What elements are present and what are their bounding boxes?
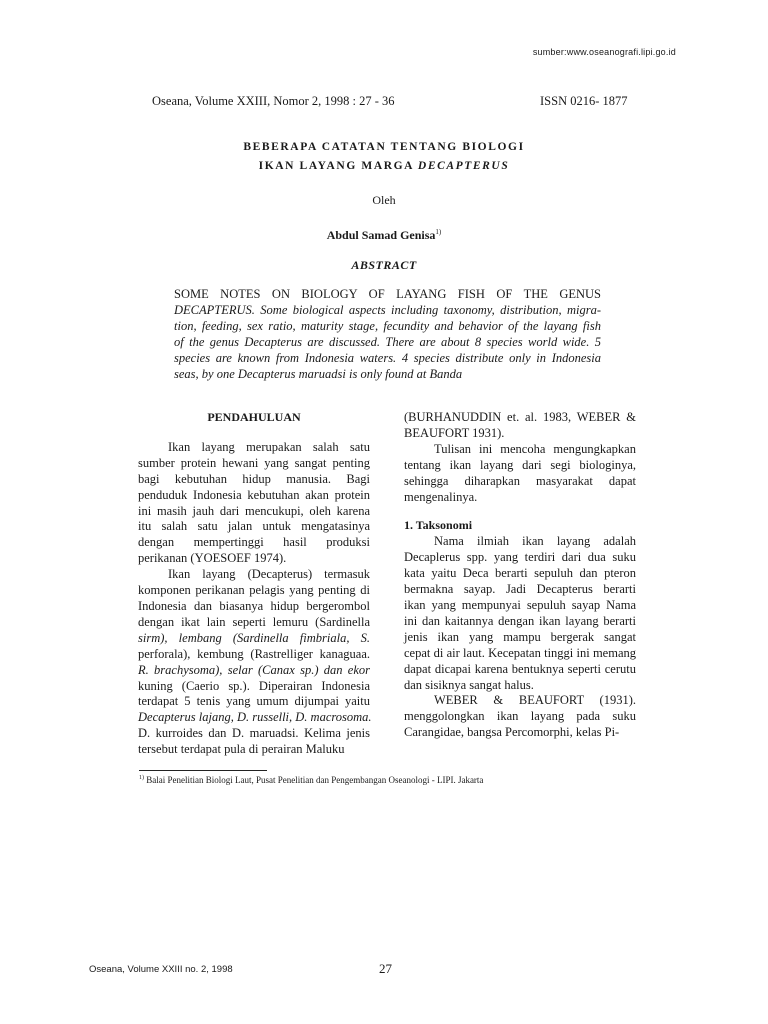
footnote-text: Balai Penelitian Biologi Laut, Pusat Penelitian dan Pengembangan Oseanologi - LIPI. Jakarta (144, 775, 484, 785)
text-line: kuning (Caerio sp.). Diperairan Indonesia (138, 678, 370, 693)
text-line: perikanan (YOESOEF 1974). (138, 551, 287, 566)
author-name (0, 228, 768, 243)
text-line: menggolongkan ikan layang pada suku (404, 709, 636, 724)
text-line: Tulisan ini mencoha mengungkapkan (434, 441, 636, 456)
text-line: tersebut terdapat pula di perairan Maluku (138, 742, 345, 757)
text-line: dengan mempertinggi hasil produksi (138, 535, 370, 550)
text-line: Ikan layang merupakan salah satu (168, 439, 370, 454)
text-line: jenis ikan yang mampu bergerak sangat (404, 629, 636, 644)
text-line: tentang ikan layang dari segi biologinya, (404, 457, 636, 472)
footnote-rule (139, 770, 267, 771)
text-line: Carangidae, bangsa Percomorphi, kelas Pi- (404, 725, 620, 740)
text-line: terdapat 5 tenis yang umum dijumpai yaitu (138, 694, 370, 709)
text-line: Nama ilmiah ikan layang adalah (434, 534, 636, 549)
text-line: dengan ikat lain seperti lemuru (Sardinella (138, 614, 370, 629)
abstract-line: seas, by one Decapterus maruadsi is only found at Banda (174, 366, 463, 381)
footer-journal: Oseana, Volume XXIII no. 2, 1998 (89, 964, 233, 975)
text-line: sehingga diharapkan masyarakat dapat (404, 473, 636, 488)
text-line: Decaplerus spp. yang terdiri dari dua suku (404, 550, 636, 565)
byline-oleh: Oleh (372, 193, 396, 207)
text-line: bermakna sayap. Jadi Decapterus berarti (404, 582, 636, 597)
text-line: kata yaitu Deca berarti sepuluh dan pteron (404, 566, 636, 581)
title-prefix: IKAN LAYANG MARGA (258, 160, 418, 172)
text-line: mengenalinya. (404, 489, 478, 504)
journal-citation: Oseana, Volume XXIII, Nomor 2, 1998 : 27 - 36 (152, 94, 395, 108)
text-line: ikan yang mempunyai sepuluh sayap Nama (404, 597, 636, 612)
abstract-line: of the genus Decapterus are discussed. There are about 8 species world wide. 5 (174, 334, 601, 349)
abstract-heading: ABSTRACT (351, 258, 417, 272)
abstract-body (174, 287, 601, 382)
text-line: ini dan kaitannya dengan ikan layang berarti (404, 613, 636, 628)
footnote-mark: 1) (139, 775, 144, 781)
abstract-line: species are known from Indonesia waters. 4 species distribute only in Indonesia (174, 350, 601, 365)
source-url: sumber:www.oseanografi.lipi.go.id (532, 47, 676, 57)
text-line: sirm), lembang (Sardinella fimbriala, S. (138, 630, 370, 645)
footnote (139, 775, 483, 785)
text-line: bagi kebutuhan hidup manusia. Bagi (138, 471, 370, 486)
section-heading-pendahuluan: PENDAHULUAN (207, 410, 301, 424)
text-line: perforala), kembung (Rastrelliger kanaguaa. (138, 646, 370, 661)
text-line: ini masih jauh dari mencukupi, oleh karena (138, 503, 370, 518)
text-line: itu salah satu jalan untuk mengatasinya (138, 519, 370, 534)
right-column (404, 410, 636, 741)
text-line: cepat di air laut. Kecepatan tinggi ini memang (404, 645, 636, 660)
text-line: R. brachysoma), selar (Canax sp.) dan ekor (138, 662, 370, 677)
abstract-line: tion, feeding, sex ratio, maturity stage, fecundity and behavior of the layang fish (174, 318, 601, 333)
text-line: Decapterus lajang, D. russelli, D. macrosoma. (138, 710, 372, 725)
text-line: sumber protein hewani yang sangat penting (138, 455, 370, 470)
page-number: 27 (379, 961, 392, 976)
text-line: (BURHANUDDIN et. al. 1983, WEBER & (404, 410, 636, 424)
text-line: dapat dicapai karena bentuknya seperti cerutu (404, 661, 636, 676)
text-line: D. kurroides dan D. maruadsi. Kelima jenis (138, 726, 370, 741)
text-line: BEAUFORT 1931). (404, 425, 505, 440)
author-footnote-mark: 1) (435, 228, 442, 236)
author-text: Abdul Samad Genisa (326, 228, 436, 242)
text-line: Ikan layang (Decapterus) termasuk (168, 567, 370, 582)
abstract-line: DECAPTERUS. Some biological aspects including taxonomy, distribution, migra- (174, 302, 601, 317)
section-heading-taksonomi: 1. Taksonomi (404, 518, 473, 533)
paper-title-line-1: BEBERAPA CATATAN TENTANG BIOLOGI (243, 141, 525, 153)
text-line: WEBER & BEAUFORT (1931). (434, 693, 636, 708)
abstract-line: SOME NOTES ON BIOLOGY OF LAYANG FISH OF THE GENUS (174, 287, 601, 301)
title-genus: DECAPTERUS (417, 160, 510, 172)
text-line: Indonesia dan biasanya hidup bergerombol (138, 598, 370, 613)
text-line: komponen perikanan pelagis yang penting di (138, 583, 370, 598)
left-column (138, 410, 370, 758)
paper-title-line-2 (0, 160, 768, 172)
text-line: dan sisiknya sangat halus. (404, 677, 534, 692)
text-line: penduduk Indonesia kebutuhan akan protein (138, 487, 370, 502)
issn: ISSN 0216- 1877 (540, 94, 628, 108)
